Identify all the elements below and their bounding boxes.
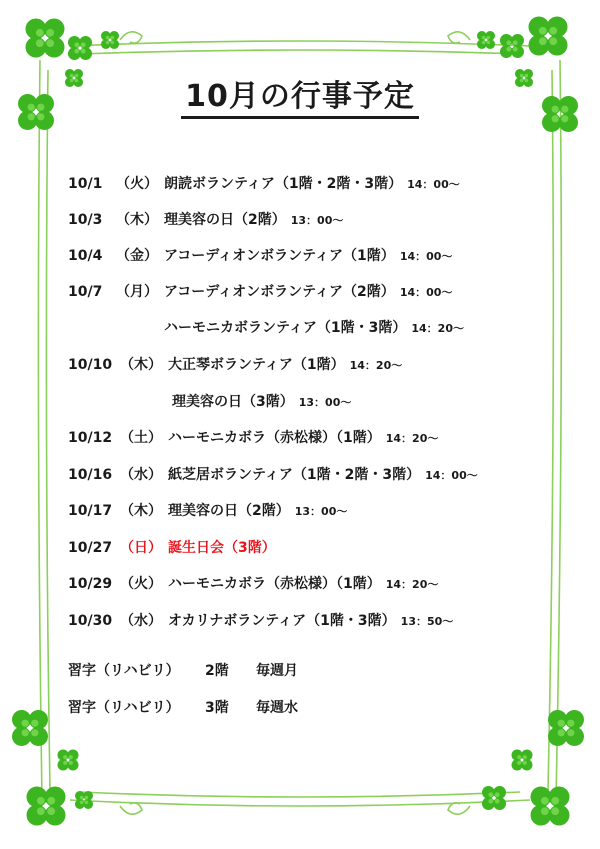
- event-name: 誕生日会（3階）: [168, 540, 276, 556]
- schedule-row-continuation: [172, 390, 351, 414]
- schedule-row: [68, 499, 347, 523]
- event-name: 理美容の日（3階）: [172, 394, 294, 410]
- clover-icon: [12, 710, 93, 826]
- schedule-row: [68, 426, 438, 450]
- schedule-row: [68, 244, 452, 268]
- event-time: 14：00～: [399, 250, 453, 263]
- event-name: ハーモニカボランティア（1階・3階）: [164, 320, 407, 336]
- event-weekday: （日）: [120, 540, 162, 556]
- event-weekday: （水）: [120, 613, 162, 629]
- weekly-day: 毎週水: [256, 700, 298, 716]
- event-date: 10/3: [68, 212, 103, 228]
- event-weekday: （木）: [116, 212, 158, 228]
- schedule-row: [68, 208, 343, 232]
- weekly-label: 習字（リハビリ）: [68, 663, 180, 679]
- event-weekday: （木）: [120, 503, 162, 519]
- schedule-row: [68, 572, 438, 596]
- weekly-label: 習字（リハビリ）: [68, 700, 180, 716]
- weekly-floor: 3階: [205, 700, 229, 716]
- event-weekday: （金）: [116, 248, 158, 264]
- event-time: 13：50～: [400, 615, 454, 628]
- event-date: 10/4: [68, 248, 103, 264]
- event-date: 10/12: [68, 430, 113, 446]
- event-weekday: （木）: [120, 357, 162, 373]
- event-time: 14：20～: [411, 322, 464, 335]
- event-date: 10/27: [68, 540, 113, 556]
- event-name: 紙芝居ボランティア（1階・2階・3階）: [168, 467, 421, 483]
- event-time: 14：00～: [399, 286, 453, 299]
- weekly-floor: 2階: [205, 663, 229, 679]
- event-date: 10/29: [68, 576, 113, 592]
- event-name: アコーディオンボランティア（1階）: [164, 248, 395, 264]
- event-time: 13：00～: [298, 396, 352, 409]
- event-time: 14：20～: [349, 359, 403, 372]
- event-name: 理美容の日（2階）: [168, 503, 290, 519]
- title-text: 10月の行事予定: [181, 80, 419, 119]
- event-name: ハーモニカボラ（赤松様）（1階）: [168, 430, 381, 446]
- event-name: 理美容の日（2階）: [164, 212, 286, 228]
- schedule-row-continuation: [164, 316, 464, 340]
- weekly-item: [68, 696, 298, 720]
- schedule-row: [68, 353, 402, 377]
- event-time: 14：00～: [425, 469, 478, 482]
- event-name: アコーディオンボランティア（2階）: [164, 284, 395, 300]
- event-weekday: （火）: [116, 176, 158, 192]
- event-time: 13：00～: [290, 214, 344, 227]
- schedule-row: [68, 172, 460, 196]
- page-title: [0, 80, 600, 119]
- event-date: 10/16: [68, 467, 113, 483]
- event-name: ハーモニカボラ（赤松様）（1階）: [168, 576, 381, 592]
- event-time: 14：20～: [385, 432, 439, 445]
- weekly-day: 毎週月: [256, 663, 298, 679]
- schedule-row: [68, 280, 452, 304]
- weekly-item: [68, 659, 298, 683]
- event-name: 朗読ボランティア（1階・2階・3階）: [164, 176, 403, 192]
- event-weekday: （月）: [116, 284, 158, 300]
- clover-icon: [482, 710, 584, 826]
- event-weekday: （水）: [120, 467, 162, 483]
- event-name: オカリナボランティア（1階・3階）: [168, 613, 396, 629]
- event-weekday: （火）: [120, 576, 162, 592]
- schedule-row-birthday: [68, 536, 276, 560]
- event-time: 14：00～: [407, 178, 460, 191]
- event-date: 10/17: [68, 503, 113, 519]
- event-weekday: （土）: [120, 430, 162, 446]
- event-time: 13：00～: [294, 505, 348, 518]
- schedule-row: [68, 609, 453, 633]
- schedule-row: [68, 463, 478, 487]
- event-date: 10/1: [68, 176, 103, 192]
- event-date: 10/10: [68, 357, 113, 373]
- event-name: 大正琴ボランティア（1階）: [168, 357, 345, 373]
- event-date: 10/7: [68, 284, 103, 300]
- event-date: 10/30: [68, 613, 113, 629]
- event-time: 14：20～: [385, 578, 439, 591]
